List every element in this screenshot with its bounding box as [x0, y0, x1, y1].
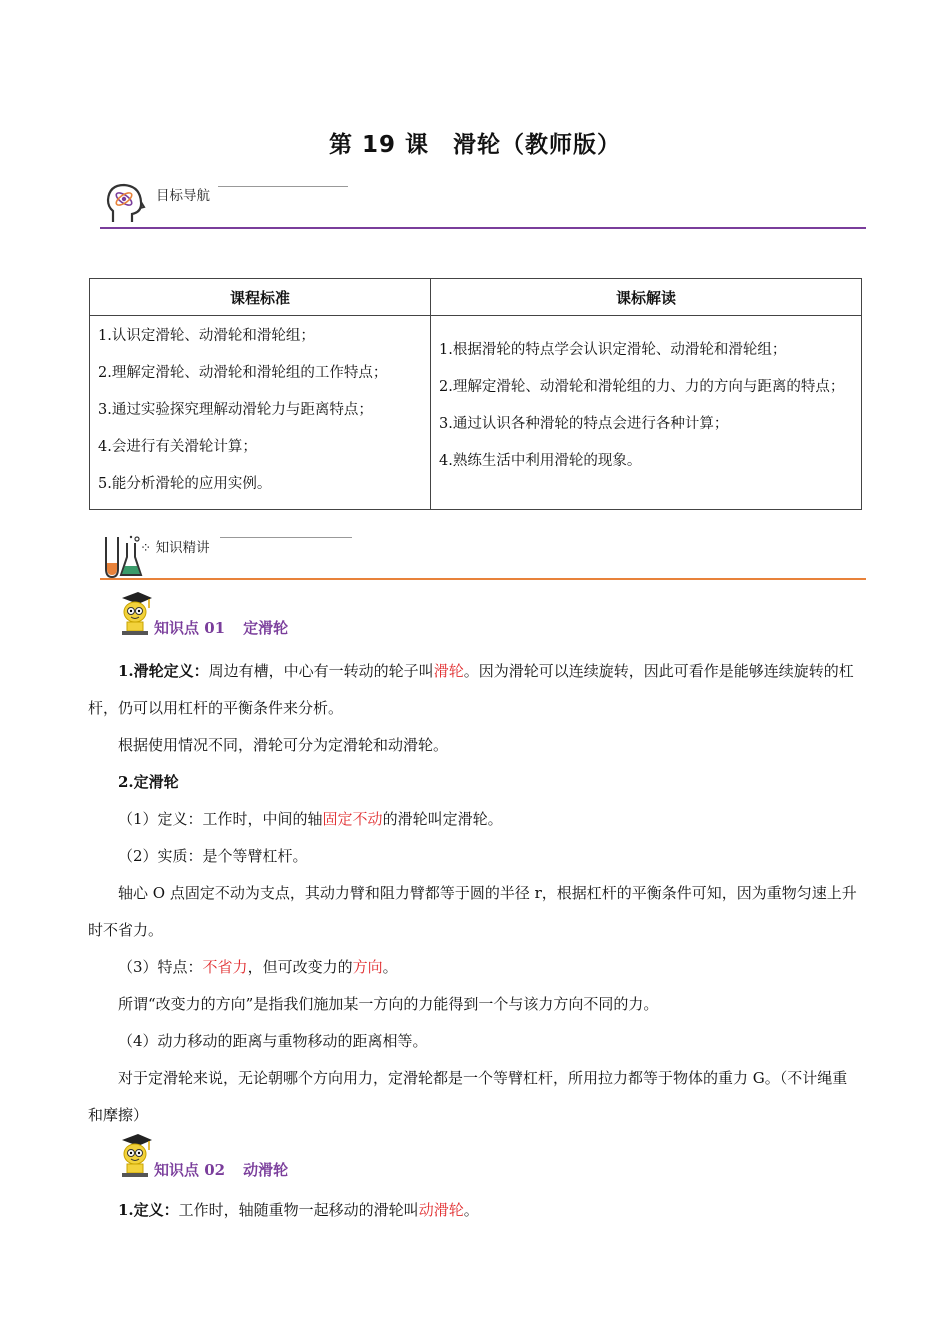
list-item: 1.认识定滑轮、动滑轮和滑轮组；: [98, 328, 315, 344]
distance-note: （4）动力移动的距离与重物移动的距离相等。: [118, 1032, 428, 1050]
knowledge-section-header: [100, 533, 866, 583]
list-item: 4.熟练生活中利用滑轮的现象。: [439, 453, 642, 469]
sub-heading-text: 2.定滑轮: [118, 773, 179, 791]
highlight-term: 动滑轮: [418, 1201, 464, 1219]
knowledge-point-title: [154, 617, 306, 638]
direction-explanation: 所谓“改变力的方向”是指我们施加某一方向的力能得到一个与该力方向不同的力。: [118, 995, 659, 1013]
highlight-term: 滑轮: [433, 662, 464, 680]
fixed-pulley-summary: 对于定滑轮来说，无论朝哪个方向用力，定滑轮都是一个等臂杠杆，所用拉力都等于物体的重力 G。（不计绳重和摩擦）: [88, 1069, 848, 1124]
table-row: [90, 316, 862, 510]
column-header-standards: 课程标准: [90, 279, 431, 316]
page-title: 第 19 课 滑轮（教师版）: [328, 132, 622, 158]
purple-divider: [100, 227, 866, 229]
sub-heading: [88, 764, 862, 801]
highlight-term: 固定不动: [322, 810, 383, 828]
knowledge-point-name: 定滑轮: [243, 619, 289, 637]
fixed-pulley-essence: （2）实质：是个等臂杠杆。: [118, 847, 308, 865]
curriculum-standards-table: [89, 278, 862, 510]
definition-label: 1.定义：: [118, 1201, 179, 1219]
knowledge-point-number: 知识点 02: [154, 1161, 226, 1179]
highlight-term: 方向: [352, 958, 383, 976]
goal-navigation-label: 目标导航: [156, 188, 210, 204]
knowledge-point-title: [154, 1159, 306, 1180]
knowledge-point-number: 知识点 01: [154, 619, 226, 637]
paragraph-text: ，但可改变力的: [247, 958, 353, 976]
paragraph-text: （1）定义：工作时，中间的轴: [118, 810, 323, 828]
list-item: 3.通过实验探究理解动滑轮力与距离特点；: [98, 402, 373, 418]
orange-divider: [100, 578, 866, 580]
list-item: 3.通过认识各种滑轮的特点会进行各种计算；: [439, 416, 729, 432]
definition-text: 。因为滑轮可以连续旋转，因此可看作是能够连续旋转的杠杆，仍可以用杠杆的平衡条件来分析。: [88, 662, 854, 717]
standards-cell: [90, 316, 431, 510]
definition-text: 。: [463, 1201, 479, 1219]
knowledge-section-label: ⁘ 知识精讲: [140, 540, 210, 556]
list-item: 2.理解定滑轮、动滑轮和滑轮组的力、力的方向与距离的特点；: [439, 379, 845, 395]
knowledge-label-text: 知识精讲: [155, 540, 210, 556]
table-header-row: [90, 279, 862, 316]
fixed-pulley-definition: [118, 801, 862, 838]
definition-label: 1.滑轮定义：: [118, 662, 209, 680]
highlight-term: 不省力: [202, 958, 248, 976]
definition-text: 工作时，轴随重物一起移动的滑轮叫: [178, 1201, 419, 1219]
pulley-definition: [88, 653, 862, 727]
lever-explanation: 轴心 O 点固定不动为支点，其动力臂和阻力臂都等于圆的半径 r，根据杠杆的平衡条件可知，因为重物匀速上升时不省力。: [88, 884, 857, 939]
header-underline: [218, 186, 348, 187]
list-item: 2.理解定滑轮、动滑轮和滑轮组的工作特点；: [98, 365, 388, 381]
column-header-interpretation: 课标解读: [431, 279, 862, 316]
classification-text: 根据使用情况不同，滑轮可分为定滑轮和动滑轮。: [118, 736, 449, 754]
header-underline: [220, 537, 352, 538]
knowledge-point-01-heading: [118, 590, 418, 638]
lab-flask-icon: [100, 533, 144, 579]
goal-navigation-header: [100, 180, 866, 232]
fixed-pulley-feature: [118, 949, 862, 986]
list-item: 5.能分析滑轮的应用实例。: [98, 476, 272, 492]
knowledge-point-02-heading: [118, 1132, 418, 1180]
head-atom-icon: [102, 180, 148, 226]
list-item: 1.根据滑轮的特点学会认识定滑轮、动滑轮和滑轮组；: [439, 342, 787, 358]
paragraph-text: （3）特点：: [118, 958, 203, 976]
movable-pulley-definition: [88, 1192, 862, 1229]
list-item: 4.会进行有关滑轮计算；: [98, 439, 257, 455]
graduate-mascot-icon: [118, 1132, 152, 1178]
interpretation-cell: [431, 316, 862, 510]
knowledge-point-name: 动滑轮: [243, 1161, 289, 1179]
paragraph-text: 的滑轮叫定滑轮。: [382, 810, 503, 828]
graduate-mascot-icon: [118, 590, 152, 636]
definition-text: 周边有槽，中心有一转动的轮子叫: [208, 662, 434, 680]
paragraph-text: 。: [382, 958, 398, 976]
